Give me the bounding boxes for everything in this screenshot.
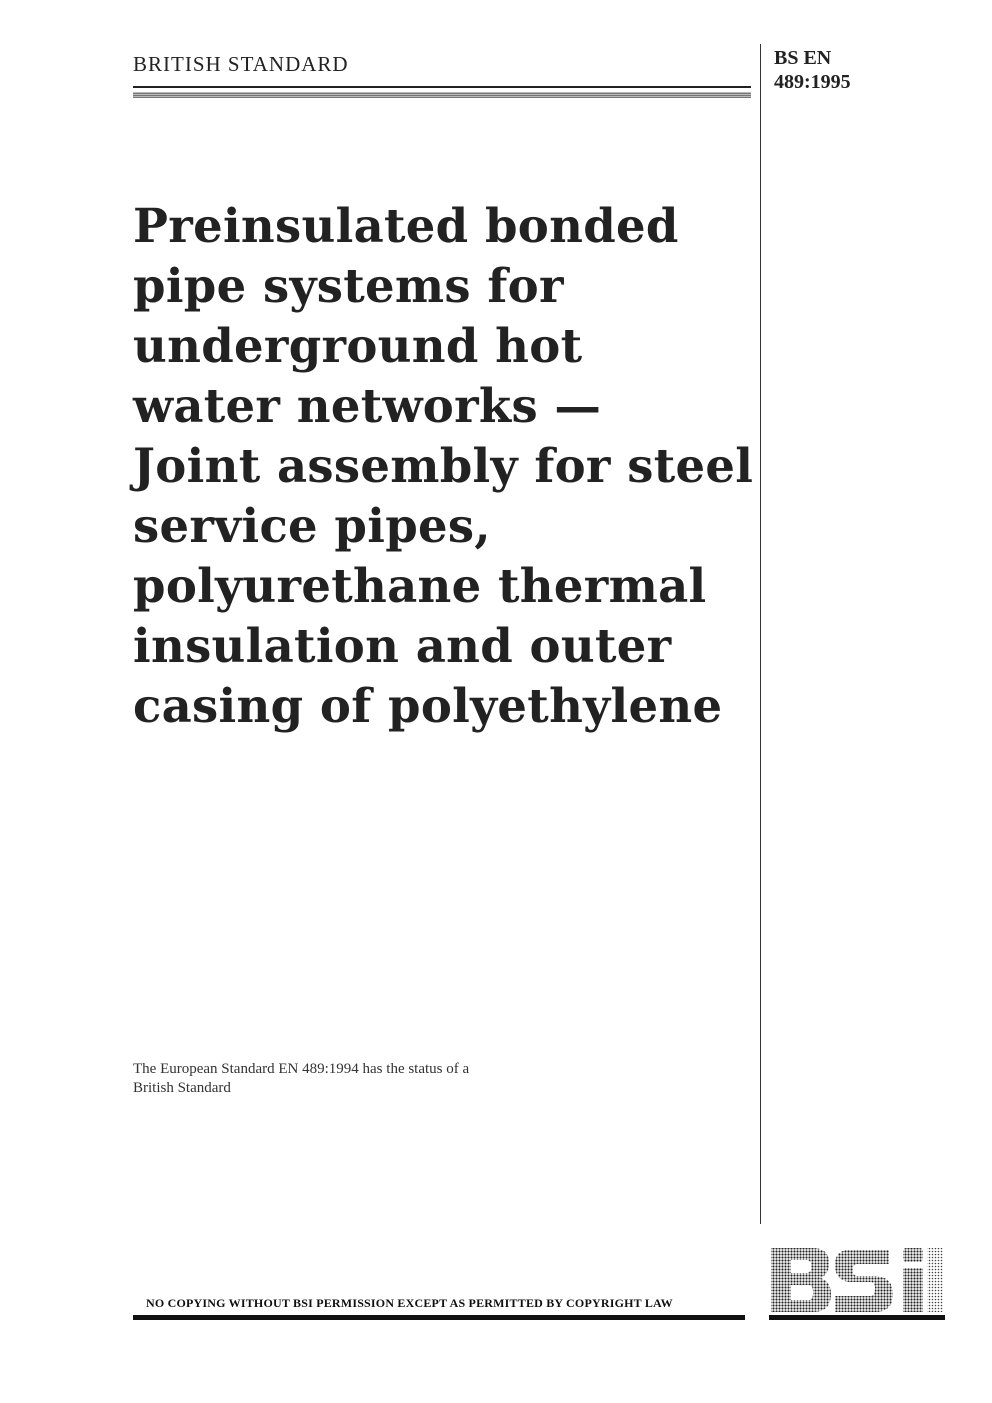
logo-underline [769, 1315, 945, 1320]
title-line: water networks — [133, 378, 602, 433]
title-line: polyurethane thermal [133, 558, 707, 613]
standard-number-line-1: BS EN [774, 47, 832, 69]
status-note-line-2: British Standard [133, 1080, 231, 1096]
footer-rule [133, 1315, 745, 1320]
header-rule-thick [133, 92, 751, 98]
title-line: Preinsulated bonded [133, 198, 679, 253]
bsi-logo [769, 1244, 945, 1320]
header-rule-thin [133, 86, 751, 88]
status-note-line-1: The European Standard EN 489:1994 has the status of a [133, 1061, 470, 1077]
title-line: insulation and outer [133, 618, 672, 673]
document-title [133, 196, 753, 736]
title-line: underground hot [133, 318, 583, 373]
margin-divider [760, 44, 761, 1224]
title-line: Joint assembly for steel [133, 438, 754, 493]
document-series-label: BRITISH STANDARD [133, 52, 349, 76]
title-line: pipe systems for [133, 258, 564, 313]
title-line: casing of polyethylene [133, 678, 723, 733]
status-note [133, 1060, 593, 1098]
title-line: service pipes, [133, 498, 491, 553]
copyright-notice: NO COPYING WITHOUT BSI PERMISSION EXCEPT AS PERMITTED BY COPYRIGHT LAW [146, 1296, 673, 1310]
standard-number [774, 46, 851, 94]
standard-number-line-2: 489:1995 [774, 71, 851, 93]
